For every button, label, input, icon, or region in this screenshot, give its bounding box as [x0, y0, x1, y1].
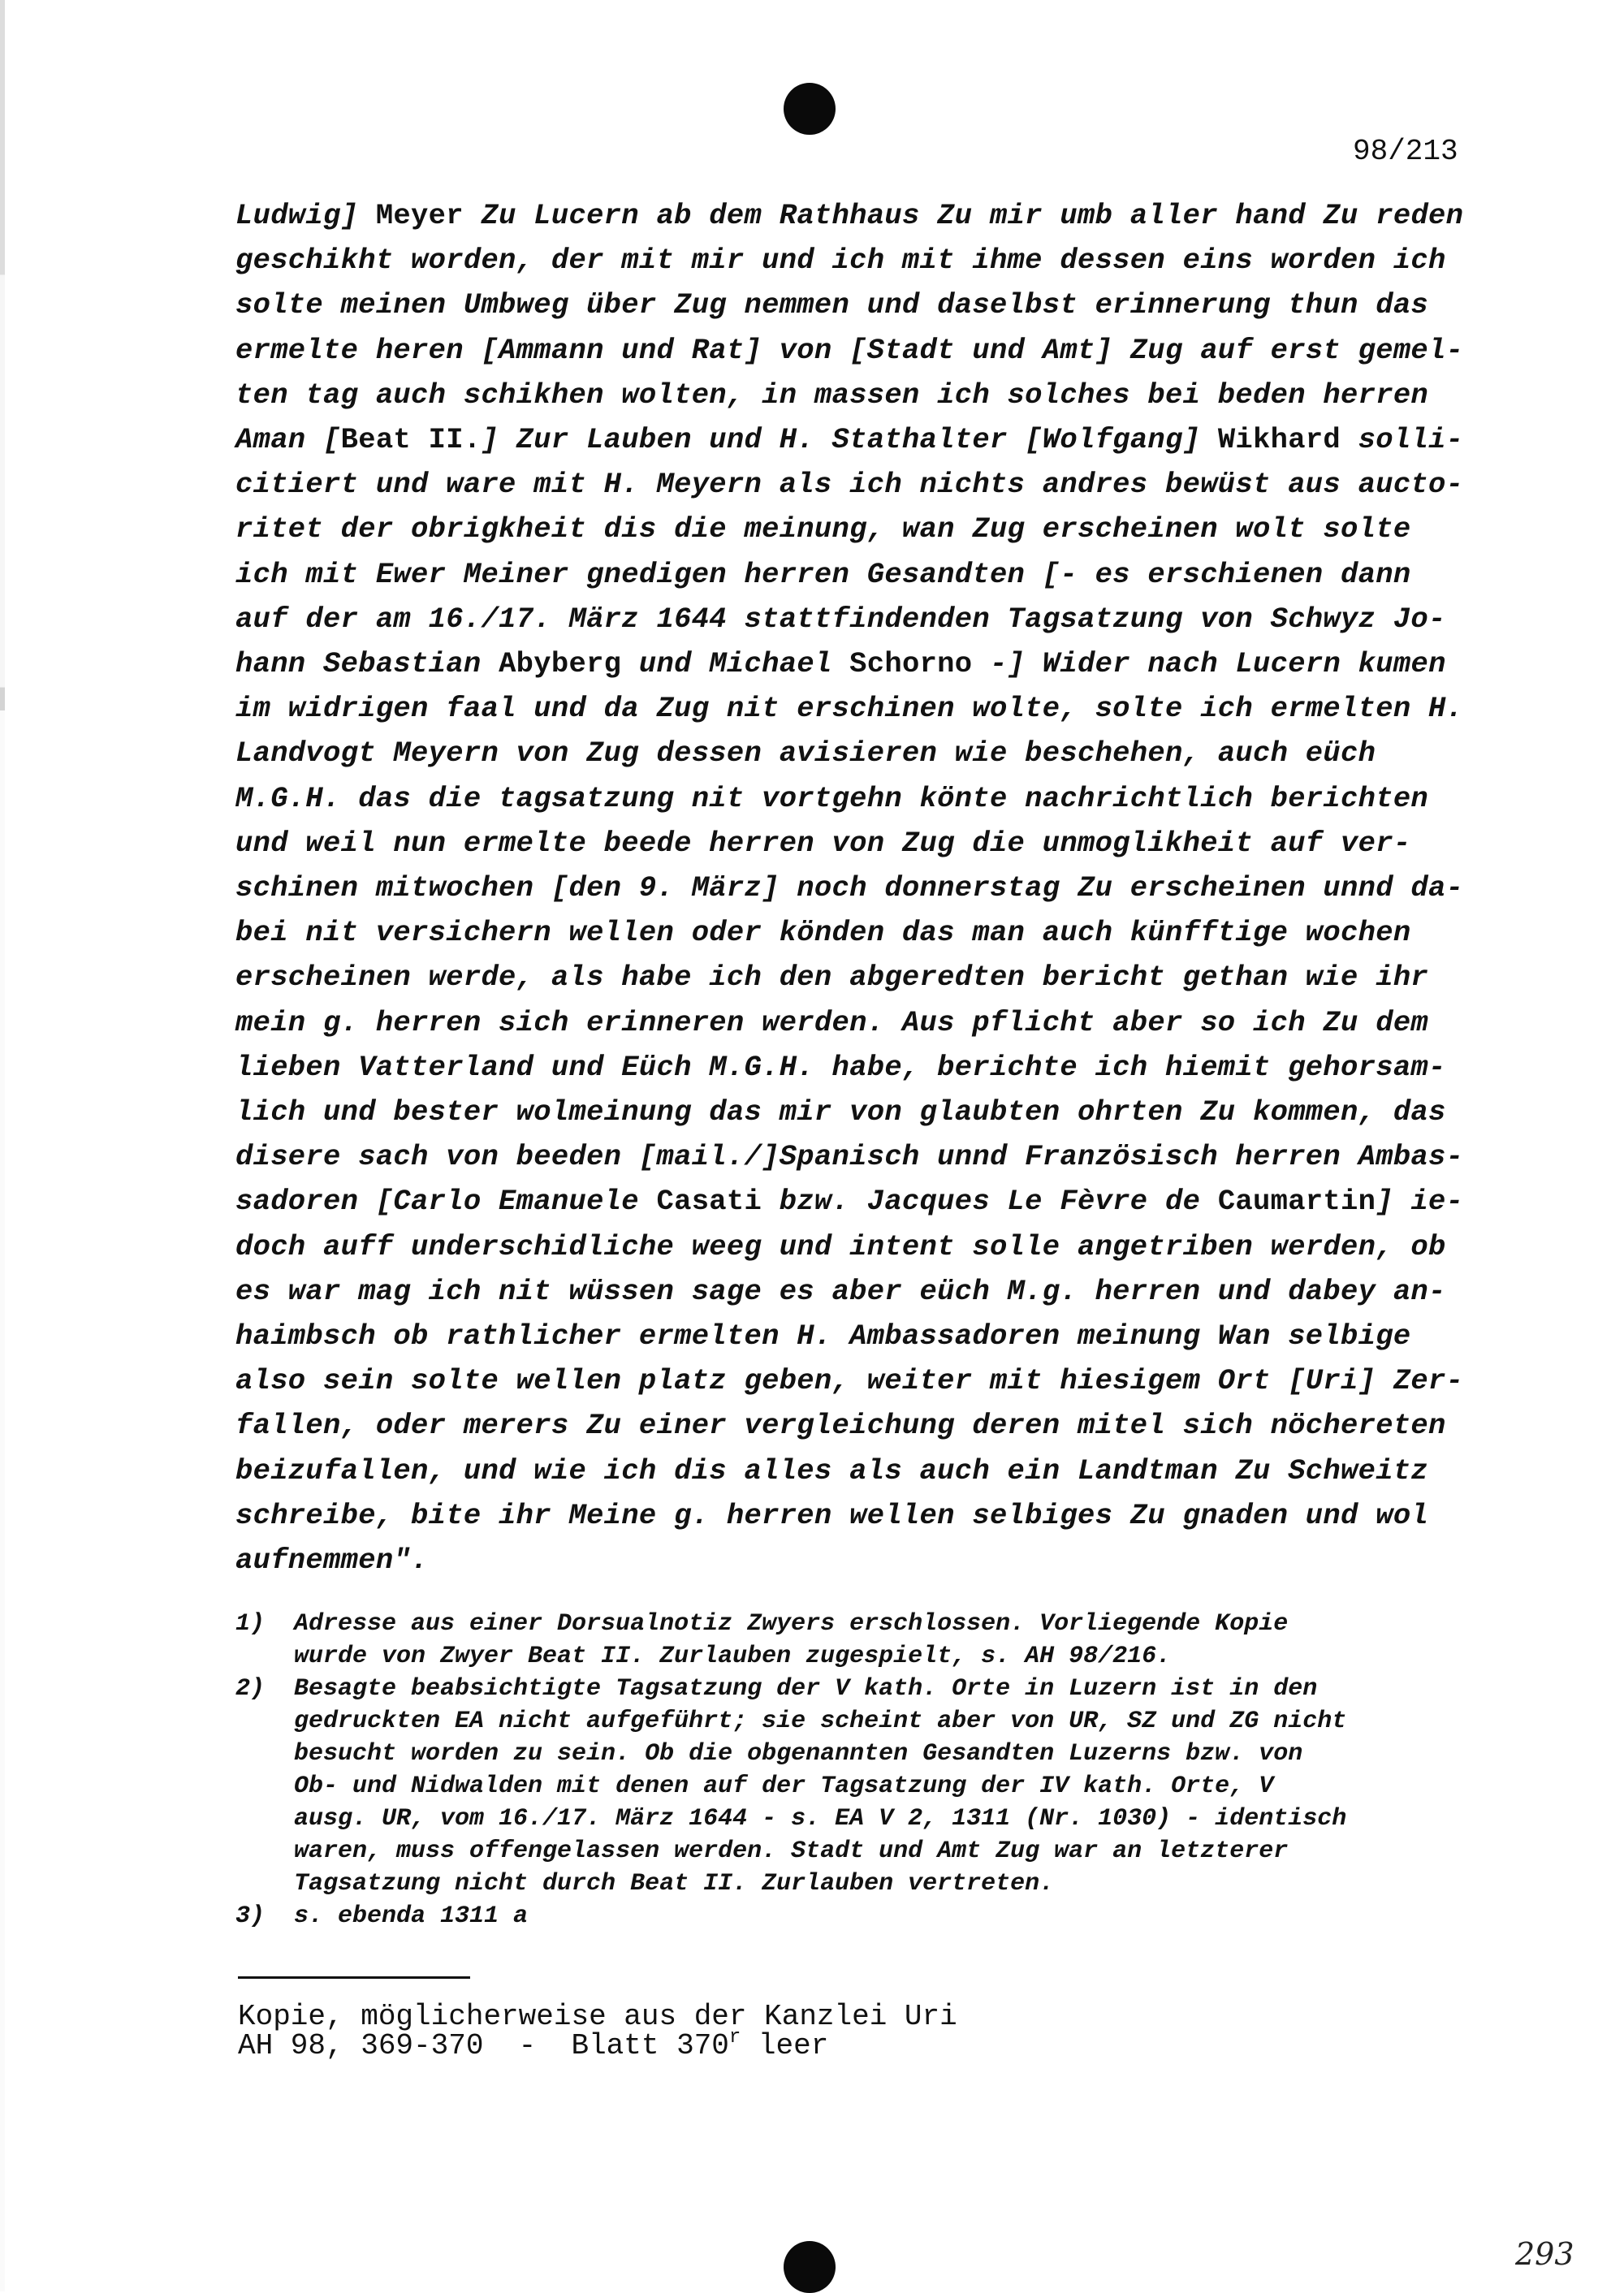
text-line — [235, 641, 1478, 686]
text-line — [235, 1000, 1478, 1045]
person-name: Meyer — [375, 199, 464, 232]
text-run: M.G.H. das die tagsatzung nit vortgehn könte nachrichtlich berichten — [235, 781, 1429, 815]
text-run: es war mag ich nit wüssen sage es aber eüch M.g. herren und dabey an- — [235, 1274, 1446, 1308]
text-line — [235, 462, 1478, 507]
text-line — [235, 1403, 1478, 1448]
text-run: schinen mitwochen [den 9. März] noch donnerstag Zu erscheinen unnd da- — [235, 871, 1464, 905]
text-run: geschikht worden, der mit mir und ich mit ihme dessen eins worden ich — [235, 244, 1446, 278]
text-line — [235, 328, 1478, 373]
text-line — [235, 910, 1478, 955]
text-run: ten tag auch schikhen wolten, in massen ich solches bei beden herren — [235, 378, 1429, 412]
text-line — [235, 1045, 1478, 1090]
text-line — [235, 283, 1478, 327]
text-run: haimbsch ob rathlicher ermelten H. Ambassadoren meinung Wan selbige — [235, 1319, 1411, 1354]
text-line — [235, 552, 1478, 597]
text-run: citiert und ware mit H. Meyern als ich nichts andres bewüst aus aucto- — [235, 468, 1464, 502]
text-run: erscheinen werde, als habe ich den abgeredten bericht gethan wie ihr — [235, 961, 1429, 995]
scan-left-edge — [0, 0, 5, 2291]
text-run: lich und bester wolmeinung das mir von glaubten ohrten Zu kommen, das — [235, 1095, 1446, 1129]
text-run: ermelte heren [Ammann und Rat] von [Stadt und Amt] Zug auf erst gemel- — [235, 333, 1464, 367]
footnote — [235, 1673, 1478, 1900]
text-run: doch auff underschidliche weeg und intent solle angetriben werden, ob — [235, 1229, 1446, 1263]
text-line — [235, 373, 1478, 417]
text-run: lieben Vatterland und Eüch M.G.H. habe, berichte ich hiemit gehorsam- — [235, 1050, 1446, 1084]
text-run: Landvogt Meyern von Zug dessen avisieren wie beschehen, auch eüch — [235, 736, 1376, 771]
text-run: Aman [ — [235, 423, 341, 457]
text-run: mein g. herren sich erinneren werden. Aus pflicht aber so ich Zu dem — [235, 1005, 1429, 1039]
text-run: auf der am 16./17. März 1644 stattfindenden Tagsatzung von Schwyz Jo- — [235, 602, 1446, 636]
text-run: ritet der obrigkheit dis die meinung, wan Zug erscheinen wolt solte — [235, 512, 1411, 546]
text-run: bei nit versichern wellen oder könden das man auch künfftige wochen — [235, 916, 1411, 950]
text-line — [235, 1134, 1478, 1179]
footnote-number: 2) — [235, 1675, 266, 1703]
text-line — [235, 866, 1478, 910]
footnote-number: 1) — [235, 1610, 266, 1638]
text-line — [235, 776, 1478, 821]
main-text — [235, 193, 1478, 1583]
text-line — [235, 193, 1478, 238]
text-run: aufnemmen". — [235, 1544, 429, 1578]
footnote — [235, 1608, 1478, 1673]
text-line — [235, 1224, 1478, 1269]
person-name: Caumartin — [1217, 1185, 1376, 1219]
person-name: Casati — [656, 1185, 762, 1219]
footnote-line: gedruckten EA nicht aufgeführt; sie scheint aber von UR, SZ und ZG nicht — [294, 1708, 1347, 1735]
source-note — [238, 2002, 957, 2061]
source-line-2-suffix: leer — [741, 2029, 829, 2062]
footnote-line: Tagsatzung nicht durch Beat II. Zurlauben vertreten. — [294, 1870, 1055, 1898]
text-run: -] Wider nach Lucern kumen — [972, 647, 1446, 681]
footnote-line: Besagte beabsichtigte Tagsatzung der V kath. Orte in Luzern ist in den — [294, 1675, 1318, 1703]
text-run: Ludwig] — [235, 199, 376, 232]
text-run: hann Sebastian — [235, 647, 499, 681]
text-run: Zu Lucern ab dem Rathhaus Zu mir umb aller hand Zu reden — [463, 199, 1464, 232]
text-run: ] Zur Lauben und H. Stathalter [Wolfgang] — [481, 423, 1218, 457]
text-line — [235, 238, 1478, 283]
footnote-line: Ob- und Nidwalden mit denen auf der Tagsatzung der IV kath. Orte, V — [294, 1773, 1274, 1800]
text-run: und Michael — [621, 647, 850, 681]
text-line — [235, 1358, 1478, 1403]
footnote-separator-rule — [238, 1976, 470, 1979]
footnote-line: s. ebenda 1311 a — [294, 1902, 529, 1930]
text-run: ] ie- — [1376, 1185, 1464, 1219]
source-line-2 — [238, 2027, 957, 2062]
source-line-1: Kopie, möglicherweise aus der Kanzlei Uri — [238, 2000, 957, 2033]
text-line — [235, 731, 1478, 775]
text-run: ich mit Ewer Meiner gnedigen herren Gesandten [- es erschienen dann — [235, 557, 1411, 591]
source-superscript: r — [728, 2027, 741, 2049]
text-line — [235, 821, 1478, 866]
text-run: bzw. Jacques Le Fèvre de — [762, 1185, 1218, 1219]
text-line — [235, 686, 1478, 731]
footnote-line: besucht worden zu sein. Ob die obgenannten Gesandten Luzerns bzw. von — [294, 1740, 1303, 1768]
footnotes — [235, 1608, 1478, 1932]
person-name: Schorno — [849, 647, 973, 681]
text-line — [235, 1179, 1478, 1224]
text-run: schreibe, bite ihr Meine g. herren wellen selbiges Zu gnaden und wol — [235, 1498, 1429, 1532]
footnote-line: waren, muss offengelassen werden. Stadt und Amt Zug war an letzterer — [294, 1837, 1289, 1865]
text-run: sadoren [Carlo Emanuele — [235, 1185, 657, 1219]
text-run: und weil nun ermelte beede herren von Zug die unmoglikheit auf ver- — [235, 826, 1411, 860]
text-run: disere sach von beeden [mail./]Spanisch unnd Französisch herren Ambas- — [235, 1140, 1464, 1174]
footnote-line: Adresse aus einer Dorsualnotiz Zwyers erschlossen. Vorliegende Kopie — [294, 1610, 1289, 1638]
punch-hole-top — [784, 83, 836, 135]
text-line — [235, 1314, 1478, 1358]
footnote-line: ausg. UR, vom 16./17. März 1644 - s. EA V 2, 1311 (Nr. 1030) - identisch — [294, 1805, 1347, 1833]
text-run: fallen, oder merers Zu einer vergleichung deren mitel sich nöchereten — [235, 1409, 1446, 1443]
person-name: Wikhard — [1217, 423, 1341, 457]
text-line — [235, 597, 1478, 641]
text-line — [235, 1090, 1478, 1134]
text-line — [235, 507, 1478, 551]
text-line — [235, 1269, 1478, 1314]
footnote — [235, 1900, 1478, 1932]
text-run: im widrigen faal und da Zug nit erschinen wolte, solte ich ermelten H. — [235, 692, 1464, 726]
text-run: also sein solte wellen platz geben, weiter mit hiesigem Ort [Uri] Zer- — [235, 1364, 1464, 1398]
text-run: solte meinen Umbweg über Zug nemmen und daselbst erinnerung thun das — [235, 288, 1429, 322]
text-run: solli- — [1341, 423, 1464, 457]
source-line-2-prefix: AH 98, 369-370 - Blatt 370 — [238, 2029, 729, 2062]
page-reference: 98/213 — [1353, 135, 1458, 168]
footnote-line: wurde von Zwyer Beat II. Zurlauben zugespielt, s. AH 98/216. — [294, 1643, 1172, 1670]
punch-hole-bottom — [784, 2241, 836, 2293]
text-line — [235, 1493, 1478, 1538]
text-line — [235, 955, 1478, 1000]
text-run: beizufallen, und wie ich dis alles als auch ein Landtman Zu Schweitz — [235, 1453, 1429, 1488]
footnote-number: 3) — [235, 1902, 266, 1930]
text-line — [235, 417, 1478, 462]
text-line — [235, 1449, 1478, 1493]
person-name: Abyberg — [499, 647, 622, 681]
text-line — [235, 1538, 1478, 1583]
person-name: Beat II. — [340, 423, 482, 457]
archive-stamp-number: 293 — [1515, 2236, 1574, 2272]
